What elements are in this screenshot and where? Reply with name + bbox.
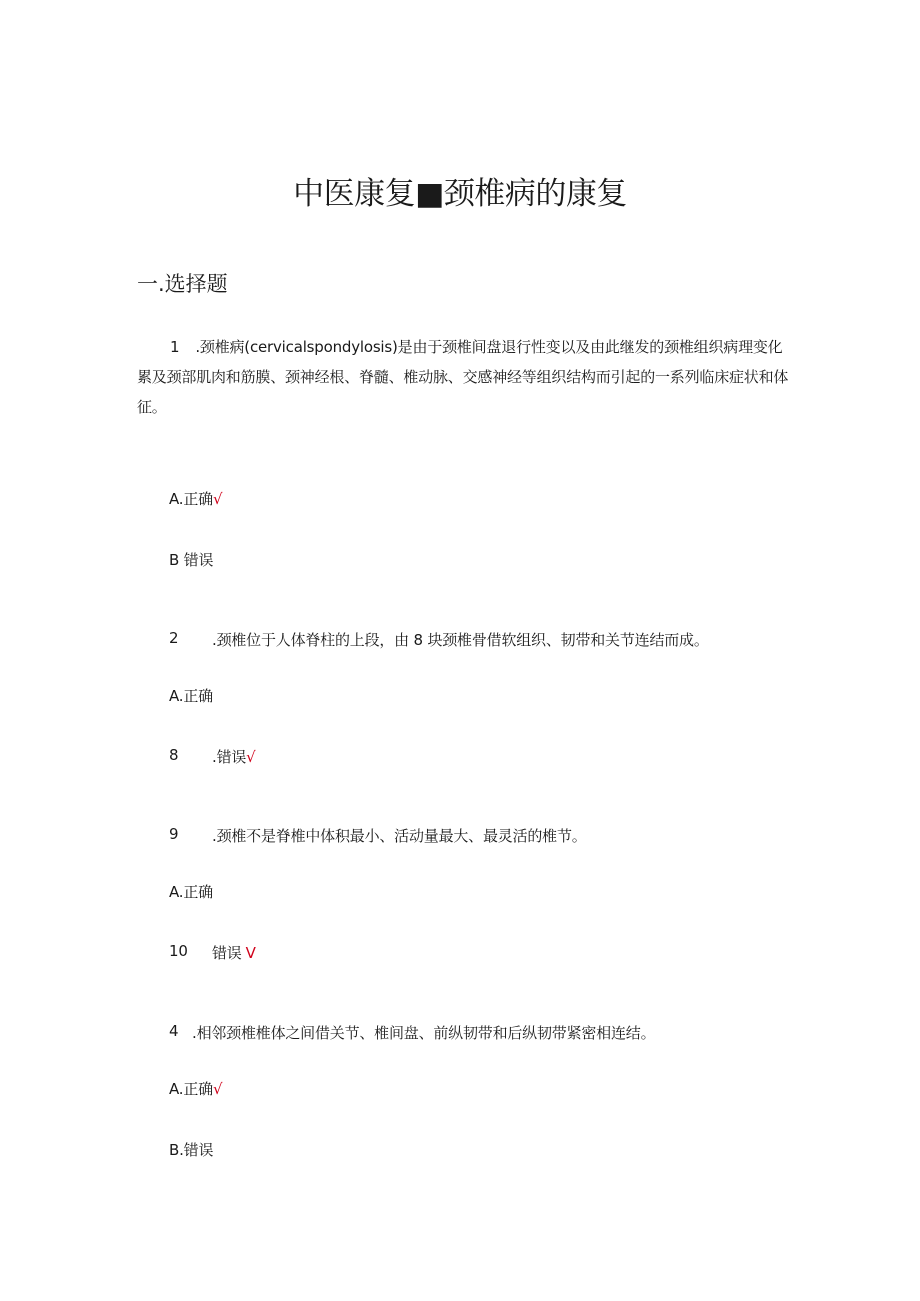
- correct-mark: √: [212, 490, 223, 508]
- question-1: [137, 332, 797, 422]
- section-heading: 一.选择题: [137, 272, 228, 296]
- option-label: 错误: [212, 944, 242, 962]
- question-2-option-b-number: 8: [169, 746, 179, 764]
- option-label: A.正确: [169, 490, 213, 508]
- question-2-number: 2: [169, 629, 179, 647]
- option-label: A.正确: [169, 1080, 213, 1098]
- question-4-option-b: B.错误: [169, 1141, 214, 1159]
- question-4-text: .相邻颈椎椎体之间借关节、椎间盘、前纵韧带和后纵韧带紧密相连结。: [192, 1024, 656, 1042]
- correct-mark: V: [245, 944, 256, 962]
- question-1-number: 1: [170, 338, 180, 356]
- question-3-option-b-number: 10: [169, 942, 188, 960]
- question-3-option-a: A.正确: [169, 883, 213, 901]
- question-4-option-a: [169, 1078, 222, 1099]
- question-2-option-b: [212, 746, 256, 767]
- question-4-number: 4: [169, 1022, 179, 1040]
- document-title: 中医康复■颈椎病的康复: [293, 176, 627, 212]
- question-3-text: .颈椎不是脊椎中体积最小、活动量最大、最灵活的椎节。: [212, 827, 587, 845]
- question-2-text: .颈椎位于人体脊柱的上段，由 8 块颈椎骨借软组织、韧带和关节连结而成。: [212, 631, 709, 649]
- correct-mark: √: [246, 748, 256, 766]
- correct-mark: √: [212, 1080, 223, 1098]
- question-3-number: 9: [169, 825, 179, 843]
- question-1-option-a: [169, 488, 222, 509]
- question-1-text: .颈椎病(cervicalspondylosis)是由于颈椎间盘退行性变以及由此继发的颈椎组织病理变化累及颈部肌肉和筋膜、颈神经根、脊髓、椎动脉、交感神经等组织结构而引起的一系列临床症状和体征。: [137, 338, 789, 416]
- question-2-option-a: A.正确: [169, 687, 213, 705]
- question-1-option-b: B 错误: [169, 551, 214, 569]
- option-label: .错误: [212, 748, 247, 766]
- question-3-option-b: [212, 942, 256, 963]
